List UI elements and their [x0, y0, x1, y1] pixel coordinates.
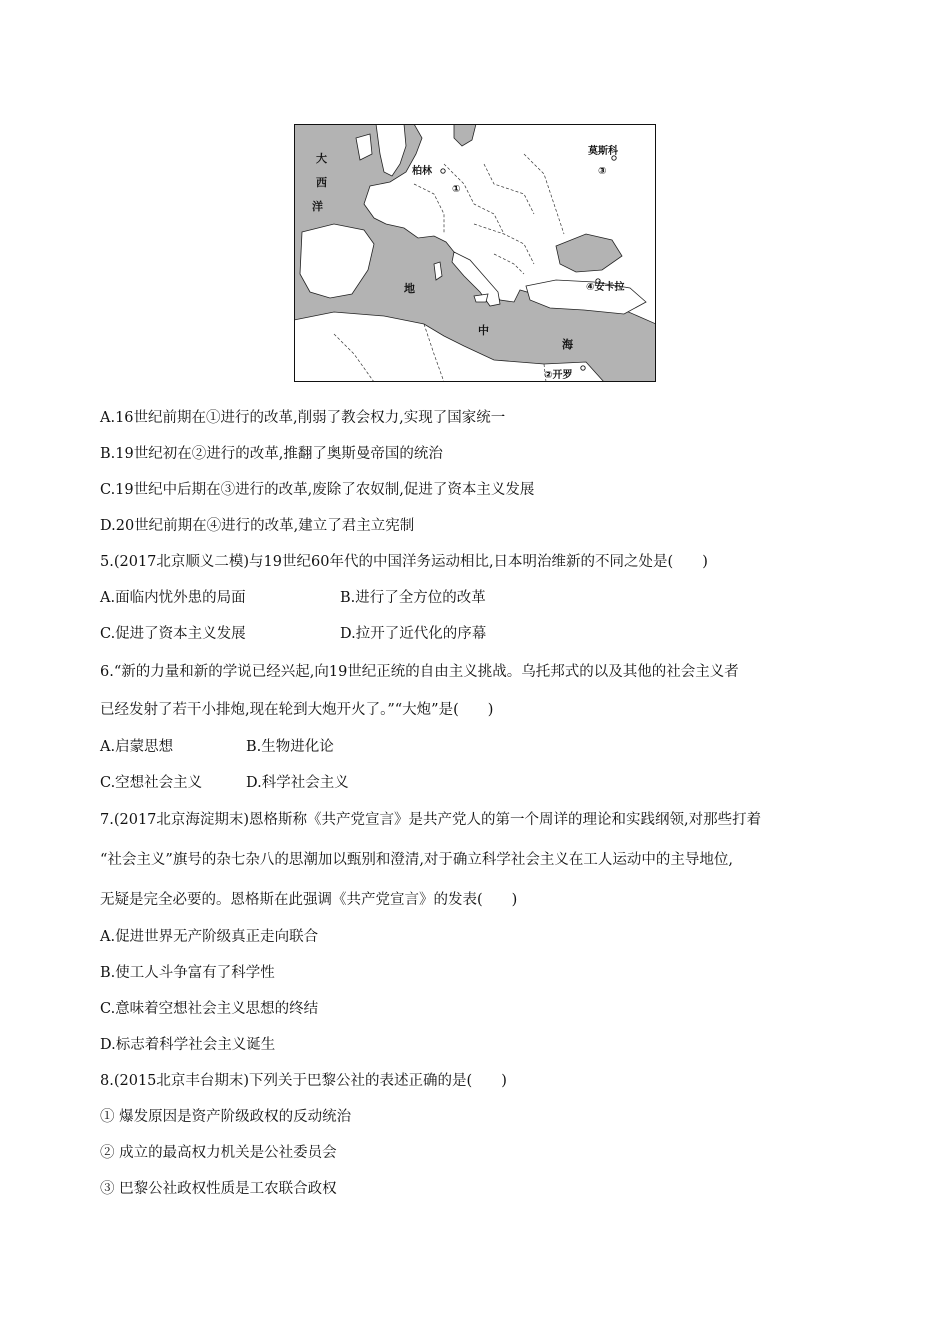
q6-option-a: A.启蒙思想 [100, 739, 174, 755]
europe-map-figure [294, 124, 656, 382]
q5-option-b: B.进行了全方位的改革 [340, 590, 486, 606]
q6-option-d: D.科学社会主义 [246, 775, 349, 791]
med-label-3: 海 [562, 338, 573, 351]
q6-option-b: B.生物进化论 [246, 739, 334, 755]
q5-option-c: C.促进了资本主义发展 [100, 626, 246, 642]
europe-map [294, 124, 656, 382]
marker-1-label: ① [452, 184, 461, 195]
q7-option-d: D.标志着科学社会主义诞生 [100, 1037, 276, 1053]
q5-option-d: D.拉开了近代化的序幕 [340, 626, 487, 642]
q4-option-c: C.19世纪中后期在③进行的改革,废除了农奴制,促进了资本主义发展 [100, 482, 535, 498]
q7-stem-line-2: “社会主义”旗号的杂七杂八的思潮加以甄别和澄清,对于确立科学社会主义在工人运动中的主导地位, [100, 852, 734, 868]
q7-stem-line-1: 7.(2017北京海淀期末)恩格斯称《共产党宣言》是共产党人的第一个周详的理论和实践纲领,对那些打着 [100, 812, 762, 828]
moscow-label: 莫斯科 [588, 146, 618, 157]
q5-option-a: A.面临内忧外患的局面 [100, 590, 246, 606]
q4-option-b: B.19世纪初在②进行的改革,推翻了奥斯曼帝国的统治 [100, 446, 443, 462]
q6-options-row-2 [100, 773, 349, 793]
marker-3-label: ③ [598, 166, 607, 177]
atlantic-label-2: 西 [316, 176, 327, 189]
q5-stem: 5.(2017北京顺义二模)与19世纪60年代的中国洋务运动相比,日本明治维新的不同之处是( ) [100, 554, 708, 570]
q8-item-3: ③ 巴黎公社政权性质是工农联合政权 [100, 1181, 337, 1197]
med-label-2: 中 [478, 324, 489, 337]
q7-option-a: A.促进世界无产阶级真正走向联合 [100, 929, 319, 945]
q5-options-row-2 [100, 624, 486, 644]
q4-option-a: A.16世纪前期在①进行的改革,削弱了教会权力,实现了国家统一 [100, 410, 506, 426]
q6-option-c: C.空想社会主义 [100, 775, 203, 791]
med-label-1: 地 [404, 282, 415, 295]
cairo-label: ②开罗 [544, 370, 573, 381]
cairo-marker [581, 366, 585, 370]
q7-option-b: B.使工人斗争富有了科学性 [100, 965, 275, 981]
q6-options-row-1 [100, 737, 334, 757]
q6-stem-line-2: 已经发射了若干小排炮,现在轮到大炮开火了。”“大炮”是( ) [100, 702, 494, 718]
q8-item-2: ② 成立的最高权力机关是公社委员会 [100, 1145, 337, 1161]
berlin-marker [441, 169, 445, 173]
q8-stem: 8.(2015北京丰台期末)下列关于巴黎公社的表述正确的是( ) [100, 1073, 507, 1089]
q7-option-c: C.意味着空想社会主义思想的终结 [100, 1001, 319, 1017]
atlantic-label-1: 大 [316, 152, 327, 165]
berlin-label: 柏林 [412, 166, 432, 177]
atlantic-label-3: 洋 [312, 200, 323, 213]
q8-item-1: ① 爆发原因是资产阶级政权的反动统治 [100, 1109, 352, 1125]
q6-stem-line-1: 6.“新的力量和新的学说已经兴起,向19世纪正统的自由主义挑战。乌托邦式的以及其他的社会主义者 [100, 664, 739, 680]
q4-option-d: D.20世纪前期在④进行的改革,建立了君主立宪制 [100, 518, 415, 534]
q5-options-row-1 [100, 588, 486, 608]
ankara-label: ④安卡拉 [586, 282, 625, 293]
q7-stem-line-3: 无疑是完全必要的。恩格斯在此强调《共产党宣言》的发表( ) [100, 892, 518, 908]
